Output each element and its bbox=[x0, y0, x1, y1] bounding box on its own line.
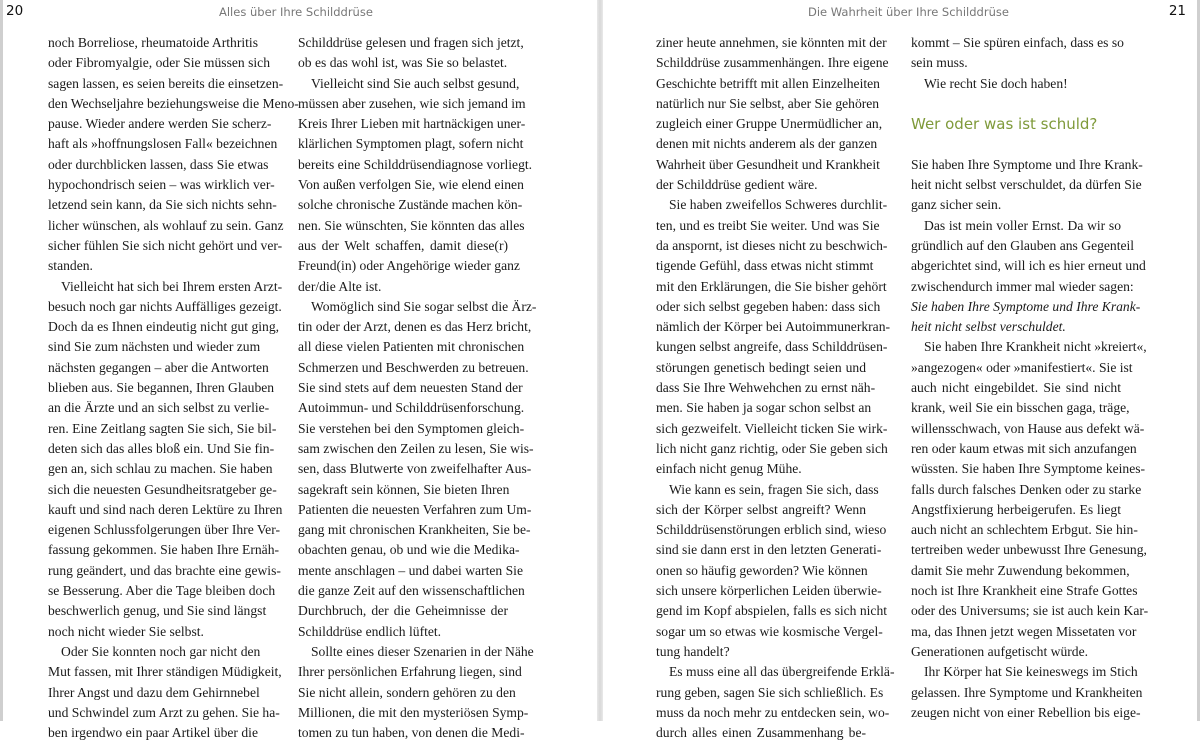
text-line: sogar um so etwas wie kosmische Vergel- bbox=[656, 623, 883, 639]
text-line: Sie verstehen bei den Symptomen gleich- bbox=[298, 420, 525, 436]
text-line: Sie nicht allein, sondern gehören zu den bbox=[298, 684, 516, 700]
text-line: und Schwindel zum Arzt zu gehen. Sie ha- bbox=[48, 704, 280, 720]
text-line: Wahrheit über Gesundheit und Krankheit bbox=[656, 156, 880, 172]
text-line: fassung gekommen. Sie haben Ihre Ernäh- bbox=[48, 542, 280, 558]
text-line: Patienten die neuesten Verfahren zum Um- bbox=[298, 501, 532, 517]
text-line: tertreiben weder unbewusst Ihre Genesung, bbox=[911, 542, 1147, 558]
text-line: den Wechseljahre beziehungsweise die Meno- bbox=[48, 95, 299, 111]
text-line: der Schilddrüse gedient wäre. bbox=[656, 177, 818, 193]
text-line: nämlich der Körper bei Autoimmunerkran- bbox=[656, 319, 891, 335]
text-line: krank, weil Sie ein bisschen gaga, träge, bbox=[911, 400, 1130, 416]
text-line: lich nicht ganz richtig, oder Sie geben sich bbox=[656, 440, 888, 456]
text-line: zugleich einer Gruppe Unermüdlicher an, bbox=[656, 116, 883, 132]
text-line: heit nicht selbst verschuldet. bbox=[911, 319, 1066, 335]
text-line: obachten genau, ob und wie die Medika- bbox=[298, 542, 520, 558]
text-line: oder Fibromyalgie, oder Sie müssen sich bbox=[48, 55, 270, 71]
text-line: durch alles einen Zusammenhang be- bbox=[656, 725, 866, 741]
text-column-2 bbox=[911, 33, 1149, 723]
text-line: Womöglich sind Sie sogar selbst die Ärz- bbox=[311, 298, 537, 314]
text-line: Ihr Körper hat Sie keineswegs im Stich bbox=[924, 664, 1138, 680]
text-line: Sie haben zweifellos Schweres durchlit- bbox=[669, 197, 888, 213]
text-line: ten, und es treibt Sie weiter. Und was Sie bbox=[656, 217, 880, 233]
text-line: muss da noch mehr zu entdecken sein, wo- bbox=[656, 704, 890, 720]
text-line: sagekraft sein können, Sie bieten Ihren bbox=[298, 481, 510, 497]
text-line: Mut fassen, mit Ihrer ständigen Müdigkeit, bbox=[48, 664, 282, 680]
text-line: tung handelt? bbox=[656, 643, 730, 659]
spacer bbox=[911, 134, 1121, 154]
right-page bbox=[602, 0, 1200, 741]
text-line: men. Sie haben ja sogar schon selbst an bbox=[656, 400, 872, 416]
text-line: rung geben, sagen Sie sich schließlich. Es bbox=[656, 684, 884, 700]
text-line: gelassen. Ihre Symptome und Krankheiten bbox=[911, 684, 1143, 700]
text-line: noch Borreliose, rheumatoide Arthritis bbox=[48, 35, 258, 50]
spacer bbox=[911, 94, 1121, 114]
text-line: auch nicht an schlechtem Erbgut. Sie hin- bbox=[911, 522, 1138, 538]
text-line: nächsten gegangen – aber die Antworten bbox=[48, 359, 269, 375]
text-line: kungen selbst angreife, dass Schilddrüsen- bbox=[656, 339, 888, 355]
text-line: Sollte eines dieser Szenarien in der Nähe bbox=[311, 643, 534, 659]
text-line: solche chronische Zustände machen kön- bbox=[298, 197, 523, 213]
text-line: blieben aus. Sie begannen, Ihren Glauben bbox=[48, 380, 275, 396]
running-head: Die Wahrheit über Ihre Schilddrüse bbox=[808, 5, 1009, 19]
text-column-1 bbox=[48, 33, 299, 743]
text-line: ziner heute annehmen, sie könnten mit der bbox=[656, 35, 887, 50]
text-line: damit Sie mehr Zuwendung bekommen, bbox=[911, 562, 1130, 578]
text-line: störungen genetisch bedingt seien und bbox=[656, 359, 866, 375]
text-line: an die Ärzte und an sich selbst zu verlie- bbox=[48, 400, 270, 416]
page-number: 21 bbox=[1168, 3, 1186, 19]
text-line: sein muss. bbox=[911, 55, 968, 71]
text-line: Schilddrüsenstörungen erblich sind, wieso bbox=[656, 522, 887, 538]
text-line: bereits eine Schilddrüsendiagnose vorliegt. bbox=[298, 156, 533, 172]
text-line: sicher fühlen Sie sich nicht gehört und ver- bbox=[48, 237, 283, 253]
text-line: Wie recht Sie doch haben! bbox=[924, 75, 1068, 91]
text-line: gang mit chronischen Krankheiten, Sie be- bbox=[298, 522, 531, 538]
text-line: se Besserung. Aber die Tage bleiben doch bbox=[48, 583, 276, 599]
text-line: einfach nicht genug Mühe. bbox=[656, 461, 802, 477]
text-line: tin oder der Arzt, denen es das Herz bricht, bbox=[298, 319, 532, 335]
text-line: Wie kann es sein, fragen Sie sich, dass bbox=[669, 481, 879, 497]
text-line: Geschichte betrifft mit allen Einzelheiten bbox=[656, 75, 880, 91]
text-line: gend im Kopf abspielen, falls es sich nicht bbox=[656, 603, 888, 619]
text-line: sich die neuesten Gesundheitsratgeber ge- bbox=[48, 481, 277, 497]
text-line: Schilddrüse zusammenhängen. Ihre eigene bbox=[656, 55, 889, 71]
text-line: sich gezweifelt. Vielleicht ticken Sie wirk- bbox=[656, 420, 888, 436]
text-line: Schilddrüse endlich lüftet. bbox=[298, 623, 442, 639]
text-line: abgerichtet sind, will ich es hier erneut und bbox=[911, 258, 1146, 274]
text-line: eigenen Schlussfolgerungen über Ihre Ver- bbox=[48, 522, 281, 538]
text-line: Es muss eine all das übergreifende Erklä- bbox=[669, 664, 895, 680]
text-line: sam zwischen den Zeilen zu lesen, Sie wis- bbox=[298, 440, 534, 456]
text-line: hypochondrisch seien – was wirklich ver- bbox=[48, 177, 275, 193]
text-line: oder durchblicken lassen, dass Sie etwas bbox=[48, 156, 269, 172]
text-line: sich der Körper selbst angreift? Wenn bbox=[656, 501, 866, 517]
text-line: pause. Wieder andere werden Sie scherz- bbox=[48, 116, 272, 132]
text-line: Vielleicht hat sich bei Ihrem ersten Arzt- bbox=[61, 278, 283, 294]
text-line: beschwerlich genug, und Sie sind längst bbox=[48, 603, 267, 619]
text-line: besuch noch gar nichts Auffälliges gezeigt. bbox=[48, 298, 282, 314]
section-heading: Wer oder was ist schuld? bbox=[911, 115, 1098, 134]
text-line: onen so häufig geworden? Wie können bbox=[656, 562, 868, 578]
text-line: dass Sie Ihre Wehwehchen zu ernst näh- bbox=[656, 380, 876, 396]
text-line: deten sich das alles bloß ein. Und Sie fin- bbox=[48, 440, 275, 456]
text-line: Freund(in) oder Angehörige wieder ganz bbox=[298, 258, 520, 274]
text-line: die ganze Zeit auf den wissenschaftlichen bbox=[298, 583, 525, 599]
text-line: sagen lassen, es seien bereits die einsetzen- bbox=[48, 75, 284, 91]
text-line: rung geändert, und das brachte eine gewis- bbox=[48, 562, 281, 578]
text-line: Oder Sie konnten noch gar nicht den bbox=[61, 643, 261, 659]
text-line: letzend sein kann, da Sie sich nichts sehn- bbox=[48, 197, 277, 213]
text-line: tigende Gefühl, dass etwas nicht stimmt bbox=[656, 258, 874, 274]
text-line: natürlich nur Sie selbst, aber Sie gehören bbox=[656, 95, 880, 111]
left-page bbox=[0, 0, 598, 741]
text-line: Vielleicht sind Sie auch selbst gesund, bbox=[311, 75, 520, 91]
text-line: ben irgendwo ein paar Artikel über die bbox=[48, 725, 258, 741]
text-line: gründlich auf den Glauben ans Gegenteil bbox=[911, 237, 1135, 253]
text-line: Schilddrüse gelesen und fragen sich jetzt, bbox=[298, 35, 524, 50]
text-line: oder des Universums; sie ist auch kein Kar- bbox=[911, 603, 1149, 619]
text-line: Millionen, die mit den mysteriösen Symp- bbox=[298, 704, 529, 720]
text-line: zeugen nicht von einer Rebellion bis eige- bbox=[911, 704, 1141, 720]
page-number: 20 bbox=[6, 3, 24, 19]
text-line: Doch da es Ihnen eindeutig nicht gut ging, bbox=[48, 319, 280, 335]
text-line: Sie sind stets auf dem neuesten Stand der bbox=[298, 380, 523, 396]
text-line: sind Sie zum nächsten und wieder zum bbox=[48, 339, 261, 355]
text-line: müssen aber zusehen, wie sich jemand im bbox=[298, 95, 526, 111]
text-line: mente anschlagen – und dabei warten Sie bbox=[298, 562, 523, 578]
text-line: heit nicht selbst verschuldet, da dürfen Sie bbox=[911, 177, 1142, 193]
text-line: Durchbruch, der die Geheimnisse der bbox=[298, 603, 508, 619]
text-line: Autoimmun- und Schilddrüsenforschung. bbox=[298, 400, 525, 416]
text-line: Angstfixierung herbeigerufen. Es liegt bbox=[911, 501, 1121, 517]
text-line: noch nicht wieder Sie selbst. bbox=[48, 623, 204, 639]
text-line: standen. bbox=[48, 258, 93, 274]
text-line: licher wünschen, als wohlauf zu sein. Ganz bbox=[48, 217, 284, 233]
text-line: zwischendurch immer mal wieder sagen: bbox=[911, 278, 1134, 294]
text-line: haft als »hoffnungslosen Fall« bezeichnen bbox=[48, 136, 278, 152]
text-line: Schmerzen und Beschwerden zu betreuen. bbox=[298, 359, 529, 375]
text-line: ren oder kaum etwas mit sich anzufangen bbox=[911, 440, 1137, 456]
text-line: Ihrer persönlichen Erfahrung liegen, sind bbox=[298, 664, 522, 680]
text-line: tomen zu tun haben, von denen die Medi- bbox=[298, 725, 525, 741]
text-line: falls durch falsches Denken oder zu starke bbox=[911, 481, 1142, 497]
text-line: mit den Erklärungen, die Sie bisher gehört bbox=[656, 278, 887, 294]
text-line: ren. Eine Zeitlang sagten Sie sich, Sie bil- bbox=[48, 420, 277, 436]
text-line: sen, dass Blutwerte von zweifelhafter Aus- bbox=[298, 461, 532, 477]
text-line: kommt – Sie spüren einfach, dass es so bbox=[911, 35, 1124, 50]
text-line: Sie haben Ihre Symptome und Ihre Krank- bbox=[911, 156, 1143, 172]
text-line: sind sie dann erst in den letzten Generati- bbox=[656, 542, 882, 558]
text-line: ob es das wohl ist, was Sie so belastet. bbox=[298, 55, 508, 71]
text-line: ma, das Ihnen jetzt wegen Missetaten vor bbox=[911, 623, 1137, 639]
text-line: Generationen aufgetischt würde. bbox=[911, 643, 1089, 659]
text-line: wüssten. Sie haben Ihre Symptome keines- bbox=[911, 461, 1146, 477]
text-line: gen an, sich schlau zu machen. Sie haben bbox=[48, 461, 273, 477]
text-line: da anspornt, ist dieses nicht zu beschwich- bbox=[656, 237, 888, 253]
text-line: der/die Alte ist. bbox=[298, 278, 382, 294]
text-line: auch nicht eingebildet. Sie sind nicht bbox=[911, 380, 1121, 396]
text-line: »angezogen« oder »manifestiert«. Sie ist bbox=[911, 359, 1133, 375]
text-line: Sie haben Ihre Symptome und Ihre Krank- bbox=[911, 298, 1141, 314]
text-line: noch ist Ihre Krankheit eine Strafe Gottes bbox=[911, 583, 1138, 599]
running-head: Alles über Ihre Schilddrüse bbox=[219, 5, 373, 19]
text-line: sich unsere körperlichen Leiden überwie- bbox=[656, 583, 882, 599]
text-line: all diese vielen Patienten mit chronischen bbox=[298, 339, 525, 355]
text-line: Kreis Ihrer Lieben mit hartnäckigen uner- bbox=[298, 116, 526, 132]
text-line: oder sich selbst gegeben haben: dass sich bbox=[656, 298, 881, 314]
text-line: klärlichen Symptomen plagt, sofern nicht bbox=[298, 136, 524, 152]
text-line: Sie haben Ihre Krankheit nicht »kreiert«, bbox=[924, 339, 1147, 355]
text-column-2 bbox=[298, 33, 537, 743]
text-line: Ihrer Angst und dazu dem Gehirnnebel bbox=[48, 684, 260, 700]
text-line: aus der Welt schaffen, damit diese(r) bbox=[298, 237, 508, 253]
text-line: denen mit nichts anderem als der ganzen bbox=[656, 136, 878, 152]
text-line: ganz sicher sein. bbox=[911, 197, 1002, 213]
text-column-1 bbox=[656, 33, 895, 743]
text-line: willensschwach, von Hause aus defekt wä- bbox=[911, 420, 1145, 436]
text-line: Von außen verfolgen Sie, wie elend einen bbox=[298, 177, 524, 193]
text-line: Das ist mein voller Ernst. Da wir so bbox=[924, 217, 1121, 233]
text-line: kauft und sind nach deren Lektüre zu Ihren bbox=[48, 501, 283, 517]
text-line: nen. Sie wünschten, Sie könnten das alles bbox=[298, 217, 525, 233]
